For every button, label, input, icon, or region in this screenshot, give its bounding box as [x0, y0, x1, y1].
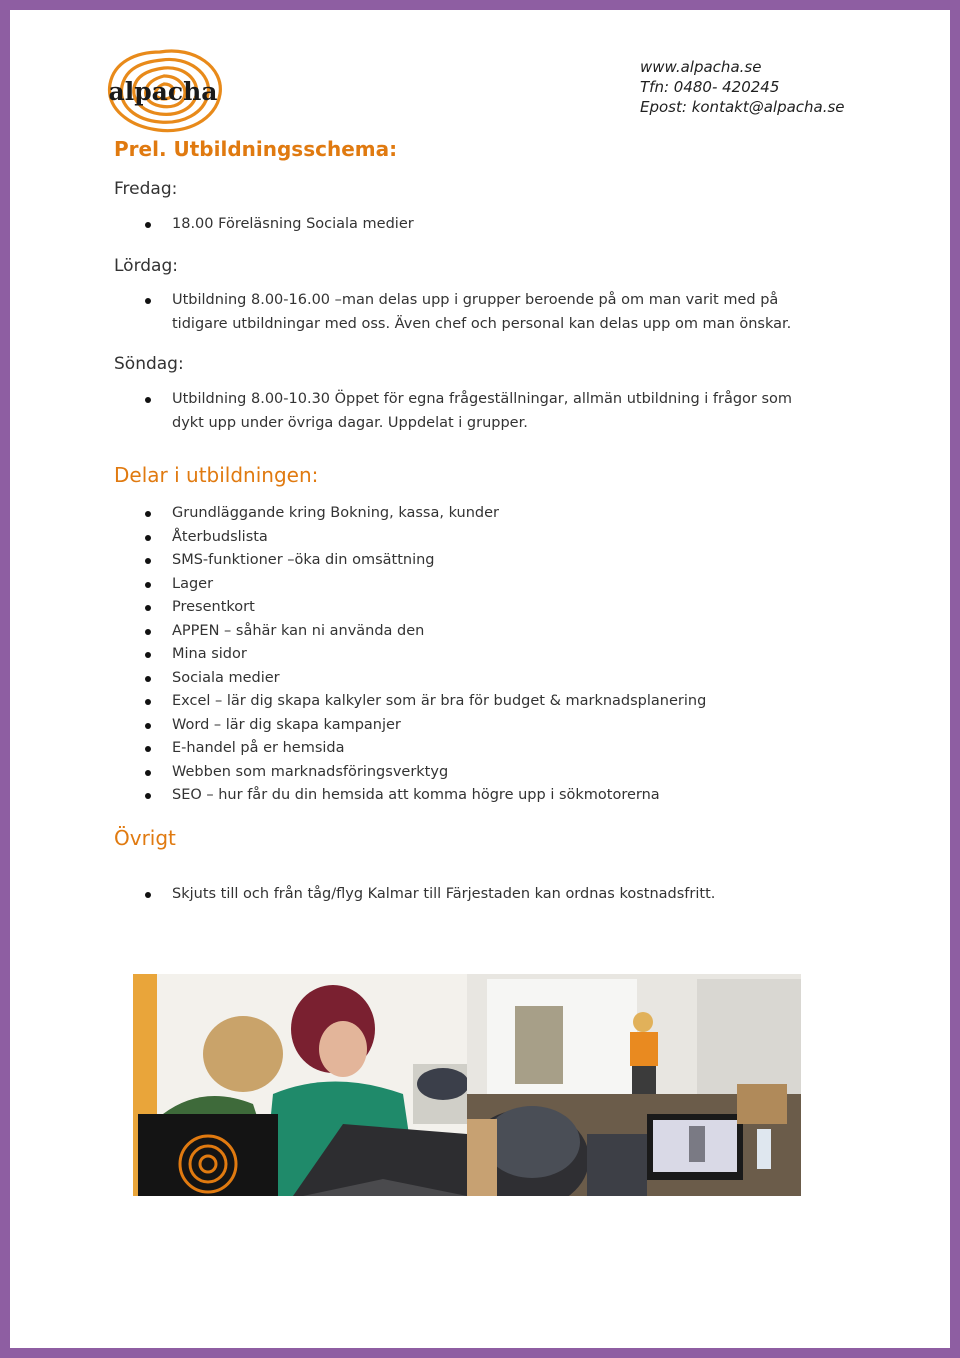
- list-item: Återbudslista: [140, 526, 840, 550]
- list-item: Excel – lär dig skapa kalkyler som är bra för budget & marknadsplanering: [140, 690, 840, 714]
- photo-workshop-laptops: [133, 974, 467, 1196]
- list-item: Skjuts till och från tåg/flyg Kalmar till Färjestaden kan ordnas kostnadsfritt.: [140, 883, 840, 907]
- list-item: Word – lär dig skapa kampanjer: [140, 714, 840, 738]
- parts-list: [140, 502, 840, 808]
- day-heading-sunday: Söndag:: [114, 354, 184, 374]
- website-link[interactable]: www.alpacha.se: [640, 58, 762, 76]
- email-address[interactable]: Epost: kontakt@alpacha.se: [640, 98, 845, 116]
- photo-presentation-room: [467, 974, 801, 1196]
- list-item: Lager: [140, 573, 840, 597]
- other-title: Övrigt: [114, 826, 176, 850]
- svg-text:alpacha: alpacha: [108, 77, 218, 106]
- day-heading-saturday: Lördag:: [114, 256, 178, 276]
- contact-block: [640, 57, 845, 117]
- parts-title: Delar i utbildningen:: [114, 463, 319, 487]
- list-item: Sociala medier: [140, 667, 840, 691]
- alpacha-logo: [100, 44, 226, 136]
- list-item: Presentkort: [140, 596, 840, 620]
- list-item: Webben som marknadsföringsverktyg: [140, 761, 840, 785]
- saturday-list: [140, 289, 800, 336]
- sunday-list: [140, 388, 820, 435]
- list-item: Utbildning 8.00-10.30 Öppet för egna frågeställningar, allmän utbildning i frågor som dykt upp under övriga dagar. Uppdelat i grupper.: [140, 388, 820, 435]
- list-item: SMS-funktioner –öka din omsättning: [140, 549, 840, 573]
- phone-number: Tfn: 0480- 420245: [640, 78, 780, 96]
- other-list: [140, 883, 840, 907]
- day-heading-friday: Fredag:: [114, 179, 178, 199]
- list-item: SEO – hur får du din hemsida att komma högre upp i sökmotorerna: [140, 784, 840, 808]
- friday-list: [140, 213, 840, 237]
- list-item: APPEN – såhär kan ni använda den: [140, 620, 840, 644]
- list-item: Grundläggande kring Bokning, kassa, kunder: [140, 502, 840, 526]
- schedule-title: Prel. Utbildningsschema:: [114, 137, 398, 161]
- list-item: Mina sidor: [140, 643, 840, 667]
- list-item: 18.00 Föreläsning Sociala medier: [140, 213, 840, 237]
- list-item: Utbildning 8.00-16.00 –man delas upp i grupper beroende på om man varit med på tidigare utbildningar med oss. Även chef och personal kan delas upp om man önskar.: [140, 289, 800, 336]
- list-item: E-handel på er hemsida: [140, 737, 840, 761]
